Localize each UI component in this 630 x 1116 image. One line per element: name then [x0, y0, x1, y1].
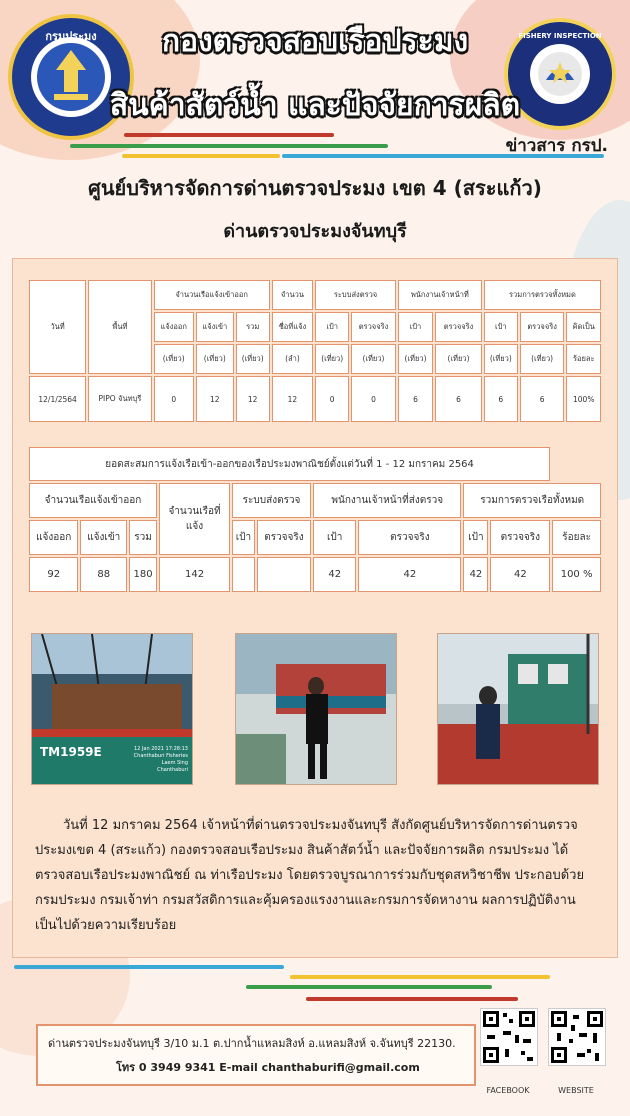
checkpoint-title: ด่านตรวจประมงจันทบุรี	[223, 221, 407, 242]
cell-tot-actual: 42	[490, 557, 550, 592]
cell-in: 12	[196, 376, 234, 422]
header-named	[159, 483, 230, 555]
decorative-line	[70, 144, 388, 148]
boat-id-text: TM1959E	[40, 745, 102, 759]
content-panel	[12, 258, 618, 958]
subheader-actual: ตรวจจริง	[358, 520, 461, 555]
cell-tot-actual: 6	[520, 376, 565, 422]
subheader-actual: ตรวจจริง	[351, 312, 396, 342]
website-qr-code[interactable]	[548, 1008, 606, 1066]
unit-cell: (เที่ยว)	[154, 344, 194, 374]
subheader-in: แจ้งเข้า	[80, 520, 127, 555]
decorative-line	[306, 997, 518, 1001]
decorative-line	[14, 965, 284, 969]
logo-text: กรมประมง	[45, 30, 97, 43]
cell-in: 88	[80, 557, 127, 592]
header-total: รวมการตรวจเรือทั้งหมด	[463, 483, 601, 518]
news-paragraph: วันที่ 12 มกราคม 2564 เจ้าหน้าที่ด่านตรวจประมงจันทบุรี สังกัดศูนย์บริหารจัดการด่านตรวจประมงเขต 4 (สระแก้ว) กองตรวจสอบเรือประมง สินค้าสัตว์น้ำ และปัจจัยการผลิต กรมประมง ได้ตรวจสอบเรือประมงพาณิชย์ ณ ท่าเรือประมง โดยตรวจบูรณาการร่วมกับชุดสหวิชาชีพ ประกอบด้วย กรมประมง กรมเจ้าท่า กรมสวัสดิการและคุ้มครองแรงงานและกรมการจัดหางาน ผลการปฏิบัติงานเป็นไปด้วยความเรียบร้อย	[35, 818, 585, 933]
inspection-photo-2	[235, 633, 397, 785]
subheader-pct: ร้อยละ	[552, 520, 601, 555]
subheader-sum: รวม	[129, 520, 157, 555]
subheader-target: เป้า	[315, 312, 349, 342]
subheader-target: เป้า	[398, 312, 433, 342]
cell-date: 12/1/2564	[29, 376, 86, 422]
subheader-out: แจ้งออก	[154, 312, 194, 342]
cell-out: 0	[154, 376, 194, 422]
cell-tot-target: 42	[463, 557, 488, 592]
daily-inspection-table	[27, 278, 603, 424]
subheader-actual: ตรวจจริง	[520, 312, 565, 342]
subheader-target: เป้า	[232, 520, 255, 555]
subheader-named: ชื่อที่แจ้ง	[272, 312, 314, 342]
header-date: วันที่	[29, 280, 86, 374]
cell-sum: 12	[236, 376, 270, 422]
header-notify: จำนวนเรือแจ้งเข้าออก	[29, 483, 157, 518]
cell-off-actual: 6	[435, 376, 482, 422]
decorative-line	[290, 975, 550, 979]
header-system: ระบบส่งตรวจ	[232, 483, 311, 518]
cell-named: 12	[272, 376, 314, 422]
subheader-target: เป้า	[313, 520, 356, 555]
header-notify: จำนวนเรือแจ้งเข้าออก	[154, 280, 270, 310]
cumulative-title: ยอดสะสมการแจ้งเรือเข้า-ออกของเรือประมงพาณิชย์ตั้งแต่วันที่ 1 - 12 มกราคม 2564	[29, 447, 550, 481]
unit-cell: (เที่ยว)	[435, 344, 482, 374]
cell-pct: 100 %	[552, 557, 601, 592]
photo-caption	[134, 746, 188, 774]
inspection-photo-3	[437, 633, 599, 785]
header-named-line2: แจ้ง	[185, 521, 204, 532]
cell-sys-actual: 0	[351, 376, 396, 422]
cell-sys-actual	[257, 557, 311, 592]
cell-off-target: 6	[398, 376, 433, 422]
subheader-target: เป้า	[463, 520, 488, 555]
news-label: ข่าวสาร กรป.	[505, 136, 608, 156]
cell-sum: 180	[129, 557, 157, 592]
cell-area: PIPO จันทบุรี	[88, 376, 151, 422]
cell-sys-target	[232, 557, 255, 592]
cell-named: 142	[159, 557, 230, 592]
header-area: พื้นที่	[88, 280, 151, 374]
inspection-photo-1	[31, 633, 193, 785]
cell-out: 92	[29, 557, 78, 592]
center-title: ศูนย์บริหารจัดการด่านตรวจประมง เขต 4 (สระแก้ว)	[88, 176, 542, 200]
footer-contact: โทร 0 3949 9341 E-mail chanthaburifi@gmail.com	[116, 1061, 420, 1074]
contact-footer	[36, 1024, 476, 1086]
photo-caption-line: Chanthaburi Fisheries	[133, 753, 188, 759]
cell-off-target: 42	[313, 557, 356, 592]
unit-cell: (ลำ)	[272, 344, 314, 374]
photo-caption-line: 12 Jan 2021 17:28:13	[133, 746, 188, 752]
unit-cell: (เที่ยว)	[398, 344, 433, 374]
unit-cell: ร้อยละ	[566, 344, 601, 374]
unit-cell: (เที่ยว)	[520, 344, 565, 374]
logo-text: FISHERY INSPECTION	[518, 32, 602, 40]
facebook-qr-code[interactable]	[480, 1008, 538, 1066]
subheader-target: เป้า	[484, 312, 518, 342]
subheader-actual: ตรวจจริง	[435, 312, 482, 342]
header-count: จำนวน	[272, 280, 314, 310]
header-named-line1: จำนวนเรือที่	[168, 506, 221, 517]
unit-cell: (เที่ยว)	[236, 344, 270, 374]
cell-pct: 100%	[566, 376, 601, 422]
photo-caption-line: Chanthaburi	[157, 767, 188, 773]
header-title-line2: สินค้าสัตว์น้ำ และปัจจัยการผลิต	[109, 88, 521, 123]
header-title-line1: กองตรวจสอบเรือประมง	[161, 24, 469, 59]
subheader-sum: รวม	[236, 312, 270, 342]
header-officer: พนักงานเจ้าหน้าที่ส่งตรวจ	[313, 483, 461, 518]
decorative-line	[122, 154, 280, 158]
unit-cell: (เที่ยว)	[315, 344, 349, 374]
decorative-line	[124, 133, 334, 137]
header-officer: พนักงานเจ้าหน้าที่	[398, 280, 482, 310]
unit-cell: (เที่ยว)	[196, 344, 234, 374]
decorative-line	[246, 985, 492, 989]
subheader-percent: คิดเป็น	[566, 312, 601, 342]
cell-tot-target: 6	[484, 376, 518, 422]
cell-off-actual: 42	[358, 557, 461, 592]
cell-sys-target: 0	[315, 376, 349, 422]
unit-cell: (เที่ยว)	[484, 344, 518, 374]
cumulative-inspection-table	[27, 445, 603, 594]
facebook-label: FACEBOOK	[486, 1086, 530, 1095]
footer-address: ด่านตรวจประมงจันทบุรี 3/10 ม.1 ต.ปากน้ำแหลมสิงห์ อ.แหลมสิงห์ จ.จันทบุรี 22130.	[48, 1037, 456, 1050]
website-label: WEBSITE	[558, 1086, 594, 1095]
header-total: รวมการตรวจทั้งหมด	[484, 280, 601, 310]
subheader-actual: ตรวจจริง	[490, 520, 550, 555]
header-system: ระบบส่งตรวจ	[315, 280, 396, 310]
subheader-actual: ตรวจจริง	[257, 520, 311, 555]
unit-cell: (เที่ยว)	[351, 344, 396, 374]
subheader-out: แจ้งออก	[29, 520, 78, 555]
subheader-in: แจ้งเข้า	[196, 312, 234, 342]
photo-caption-line: Laem Sing	[161, 760, 188, 766]
